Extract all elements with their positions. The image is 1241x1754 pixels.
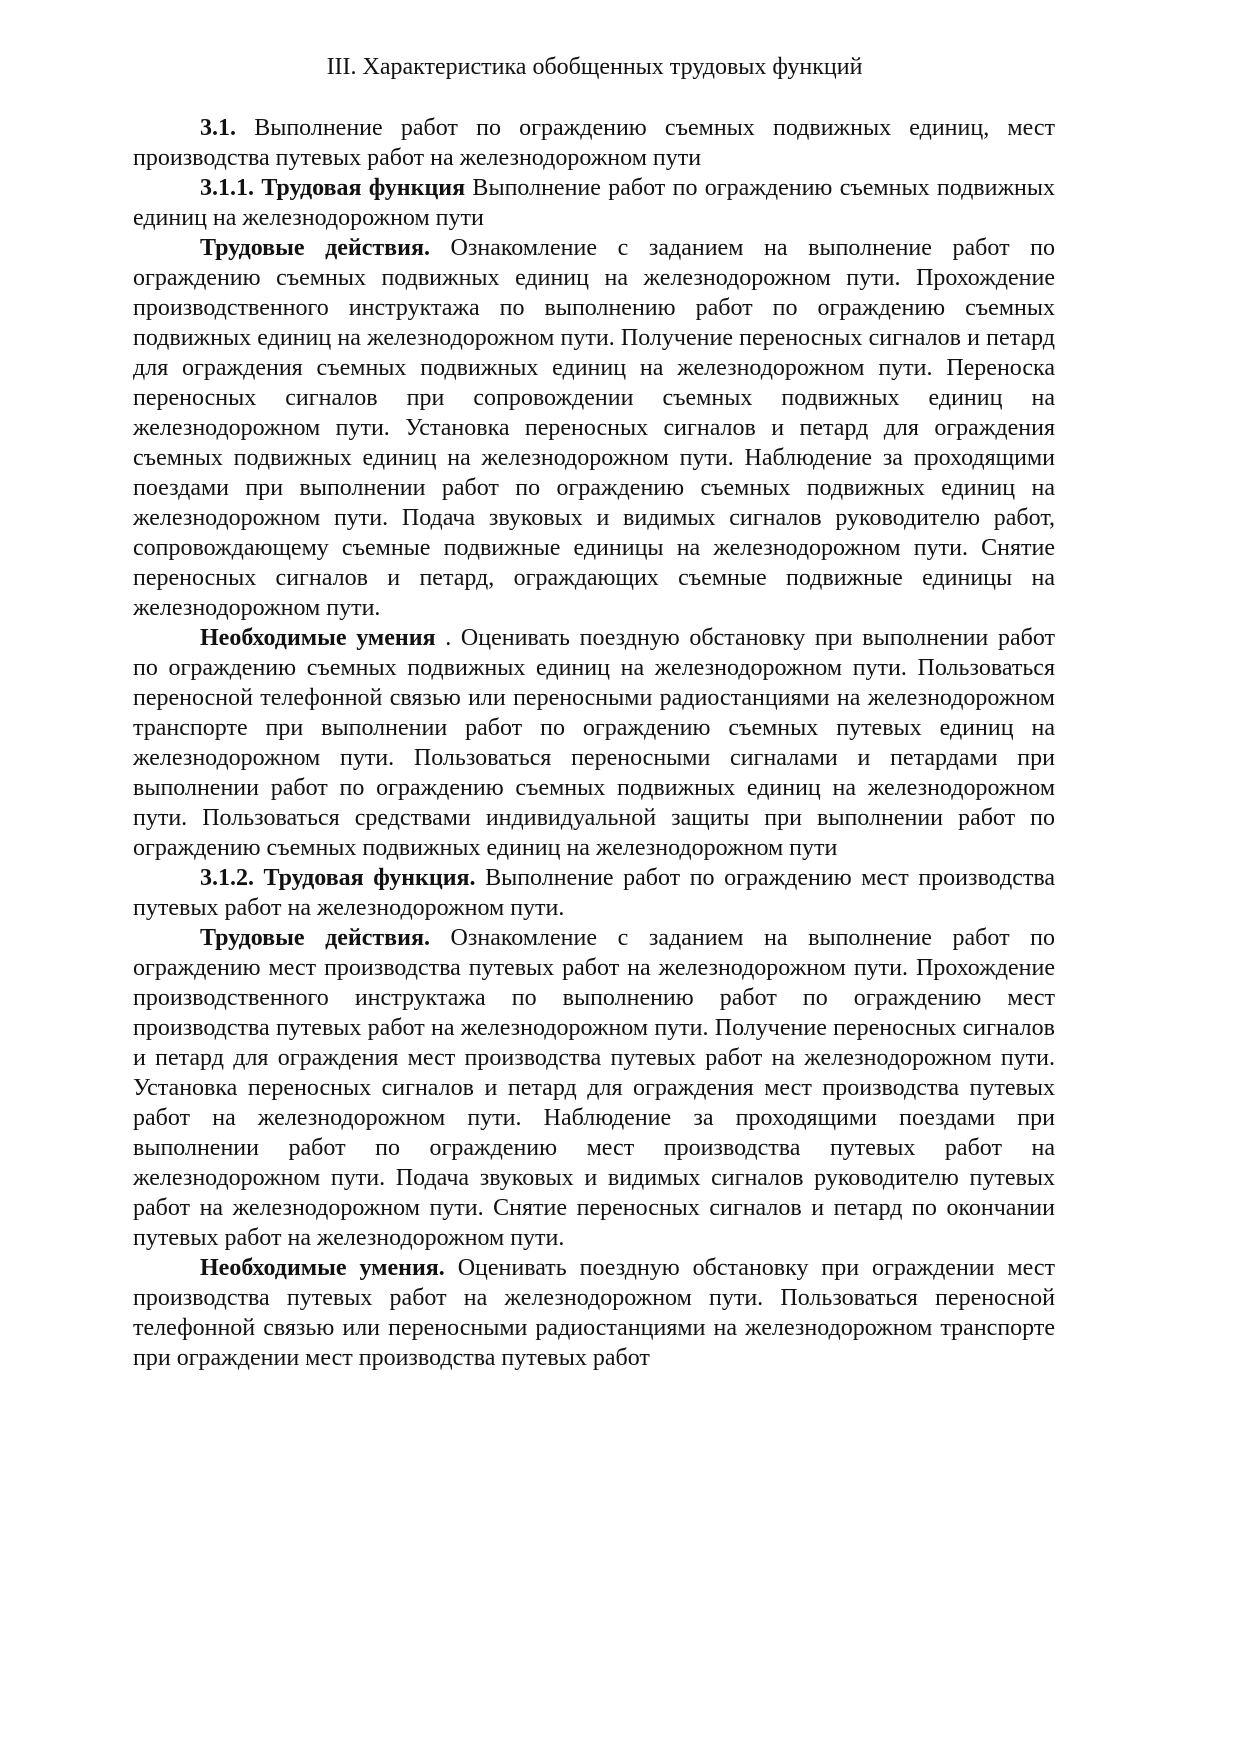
paragraph-text: Выполнение работ по ограждению мест производства путевых работ на железнодорожном пути. <box>133 865 1055 921</box>
paragraph-lead: 3.1. <box>200 115 236 141</box>
paragraph-lead: 3.1.2. Трудовая функция. <box>200 865 476 891</box>
paragraph-lead: Трудовые действия. <box>200 235 430 261</box>
section-title: III. Характеристика обобщенных трудовых функций <box>326 54 863 80</box>
paragraph-3-1 <box>133 113 1055 173</box>
paragraph-text: Ознакомление с заданием на выполнение работ по ограждению мест производства путевых работ на железнодорожном пути. Прохождение производственного инструктажа по выполнению работ по ограждению мест производства путевых работ на железнодорожном пути. Получение переносных сигналов и петард для ограждения мест производства путевых работ на железнодорожном пути. Установка переносных сигналов и петард для ограждения мест производства путевых работ на железнодорожном пути. Наблюдение за проходящими поездами при выполнении работ по ограждению мест производства путевых работ на железнодорожном пути. Подача звуковых и видимых сигналов руководителю путевых работ на железнодорожном пути. Снятие переносных сигналов и петард по окончании путевых работ на железнодорожном пути. <box>133 925 1056 1251</box>
paragraph-text: Выполнение работ по ограждению съемных подвижных единиц на железнодорожном пути <box>133 175 1056 231</box>
document-body <box>133 113 1055 1373</box>
paragraph-lead: Трудовые действия. <box>200 925 430 951</box>
paragraph-3-1-2 <box>133 863 1055 923</box>
paragraph-text: . Оценивать поездную обстановку при выполнении работ по ограждению съемных подвижных единиц на железнодорожном пути. Пользоваться переносной телефонной связью или переносными радиостанциями на железнодорожном транспорте при выполнении работ по ограждению съемных путевых единиц на железнодорожном пути. Пользоваться переносными сигналами и петардами при выполнении работ по ограждению съемных подвижных единиц на железнодорожном пути. Пользоваться средствами индивидуальной защиты при выполнении работ по ограждению съемных подвижных единиц на железнодорожном пути <box>133 625 1055 861</box>
paragraph-text: Выполнение работ по ограждению съемных подвижных единиц, мест производства путевых работ на железнодорожном пути <box>133 115 1055 171</box>
paragraph-labor-actions-1 <box>133 233 1055 623</box>
paragraph-labor-actions-2 <box>133 923 1055 1253</box>
paragraph-lead: Необходимые умения <box>200 625 436 651</box>
paragraph-3-1-1 <box>133 173 1055 233</box>
paragraph-required-skills-2 <box>133 1253 1055 1373</box>
paragraph-text: Ознакомление с заданием на выполнение работ по ограждению съемных подвижных единиц на железнодорожном пути. Прохождение производственного инструктажа по выполнению работ по ограждению съемных подвижных единиц на железнодорожном пути. Получение переносных сигналов и петард для ограждения съемных подвижных единиц на железнодорожном пути. Переноска переносных сигналов при сопровождении съемных подвижных единиц на железнодорожном пути. Установка переносных сигналов и петард для ограждения съемных подвижных единиц на железнодорожном пути. Наблюдение за проходящими поездами при выполнении работ по ограждению съемных подвижных единиц на железнодорожном пути. Подача звуковых и видимых сигналов руководителю работ, сопровождающему съемные подвижные единицы на железнодорожном пути. Снятие переносных сигналов и петард, ограждающих съемные подвижные единицы на железнодорожном пути. <box>133 235 1056 621</box>
paragraph-lead: 3.1.1. Трудовая функция <box>200 175 466 201</box>
paragraph-text: Оценивать поездную обстановку при ограждении мест производства путевых работ на железнодорожном пути. Пользоваться переносной телефонной связью или переносными радиостанциями на железнодорожном транспорте при ограждении мест производства путевых работ <box>133 1255 1055 1371</box>
paragraph-required-skills-1 <box>133 623 1055 863</box>
paragraph-lead: Необходимые умения. <box>200 1255 445 1281</box>
